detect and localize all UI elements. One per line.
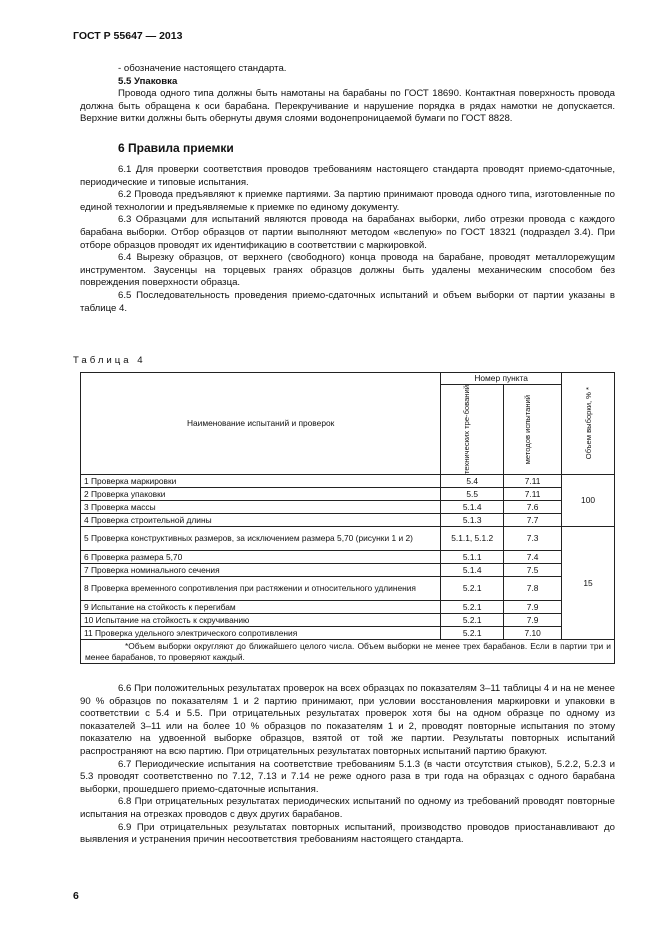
- table-row: 8 Проверка временного сопротивления при растяжении и относительного удлинения 5.2.1 7.8: [81, 577, 615, 601]
- table-row: 7 Проверка номинального сечения 5.1.4 7.5: [81, 564, 615, 577]
- volume-value-a: 100: [562, 475, 615, 527]
- table-row: 2 Проверка упаковки 5.5 7.11: [81, 488, 615, 501]
- paragraph-6-6: 6.6 При положительных результатах проверок на всех образцах по показателям 3–11 таблицы 4 и на не менее 90 % образцов по показателям 1 и 2 партию принимают, при условии восстановления маркировки и упаковки в соответствии с 5.4 и 5.5. При отрицательных результатах проверок хотя бы на одном образце по одному из показателей 3–11 или на более 10 % образцов по показателям 1 и 2, проводят повторные испытания по этому показателю на удвоенной выборке образцов, взятой от той же партии. Результаты повторных испытаний распространяют на всю партию. При отрицательных результатах повторных испытаний партию бракуют.: [80, 683, 615, 757]
- col-header-volume: Объем выборки, % *: [562, 373, 615, 475]
- page-header-title: ГОСТ Р 55647 — 2013: [73, 30, 183, 42]
- lower-text-block: [80, 683, 615, 847]
- table-row: 5 Проверка конструктивных размеров, за исключением размера 5,70 (рисунки 1 и 2) 5.1.1, 5.1.2 7.3 15: [81, 527, 615, 551]
- table-row: 9 Испытание на стойкость к перегибам 5.2.1 7.9: [81, 601, 615, 614]
- paragraph-6-2: 6.2 Провода предъявляют к приемке партиями. За партию принимают провода одного типа, изготовленные по единой технологии и предъявляемые к приемке по единому документу.: [80, 189, 615, 213]
- paragraph-6-8: 6.8 При отрицательных результатах периодических испытаний по одному из требований проводят повторные испытания на отрезках проводов с двух других барабанов.: [80, 796, 615, 820]
- paragraph-6-5: 6.5 Последовательность проведения приемо-сдаточных испытаний и объем выборки от партии указаны в таблице 4.: [80, 289, 615, 314]
- table-row: 3 Проверка массы 5.1.4 7.6: [81, 501, 615, 514]
- table-row: 1 Проверка маркировки 5.4 7.11 100: [81, 475, 615, 488]
- table-row: 11 Проверка удельного электрического сопротивления 5.2.1 7.10: [81, 627, 615, 640]
- table-footnote: *Объем выборки округляют до ближайшего целого числа. Объем выборки не менее трех барабанов. Если в партии три и менее барабанов, то проверяют каждый.: [81, 640, 615, 664]
- paragraph-6-4: 6.4 Вырезку образцов, от верхнего (свободного) конца провода на барабане, проводят металлорежущим инструментом. Заусенцы на торцевых гранях образцов должны быть удалены механическим способом без повреждения поверхности образца.: [80, 252, 615, 289]
- acceptance-tests-table: [80, 372, 615, 664]
- paragraph-6-1: 6.1 Для проверки соответствия проводов требованиям настоящего стандарта проводят приемо-сдаточные, периодические и типовые испытания.: [80, 163, 615, 188]
- section-5-5-text: Провода одного типа должны быть намотаны на барабаны по ГОСТ 18690. Контактная поверхность провода должна быть обращена к оси барабана. Перекручивание и нарушение порядка в рядах намотки не допускается. Верхние витки должны быть обернуты двумя слоями водонепроницаемой бумаги по ГОСТ 8828.: [80, 88, 615, 125]
- page-number: 6: [73, 890, 79, 902]
- col-header-requirements: технических тре-бований: [441, 385, 504, 475]
- col-header-methods: методов испытаний: [504, 385, 562, 475]
- section-6-heading: 6 Правила приемки: [118, 140, 234, 155]
- upper-text-block: [80, 63, 615, 315]
- table-row: 4 Проверка строительной длины 5.1.3 7.7: [81, 514, 615, 527]
- col-header-name: Наименование испытаний и проверок: [81, 373, 441, 475]
- paragraph-6-7: 6.7 Периодические испытания на соответствие требованиям 5.1.3 (в части отсутствия стыков), 5.2.2, 5.2.3 и 5.3 проводят соответственно по 7.12, 7.13 и 7.14 не реже одного раза в три года на образцах с одного барабана выборки, прошедшего приемо-сдаточные испытания.: [80, 758, 615, 795]
- table-row: 6 Проверка размера 5,70 5.1.1 7.4: [81, 551, 615, 564]
- table-row: 10 Испытание на стойкость к скручиванию 5.2.1 7.9: [81, 614, 615, 627]
- paragraph-6-3: 6.3 Образцами для испытаний являются провода на барабанах выборки, либо отрезки провода с каждого барабана выборки. Отбор образцов от партии выполняют методом «вслепую» по ГОСТ 18321 (подраздел 3.4). При отборе образцов проводят их идентификацию в соответствии с маркировкой.: [80, 214, 615, 251]
- table-caption: Таблица 4: [73, 355, 146, 366]
- col-header-group: Номер пункта: [441, 373, 562, 385]
- paragraph-6-9: 6.9 При отрицательных результатах повторных испытаний, производство проводов приостанавливают до выявления и устранения причин несоответствия требованиям настоящего стандарта.: [80, 821, 615, 846]
- volume-value-b: 15: [562, 527, 615, 640]
- intro-line: - обозначение настоящего стандарта.: [118, 63, 287, 74]
- section-5-5-heading: 5.5 Упаковка: [118, 75, 178, 87]
